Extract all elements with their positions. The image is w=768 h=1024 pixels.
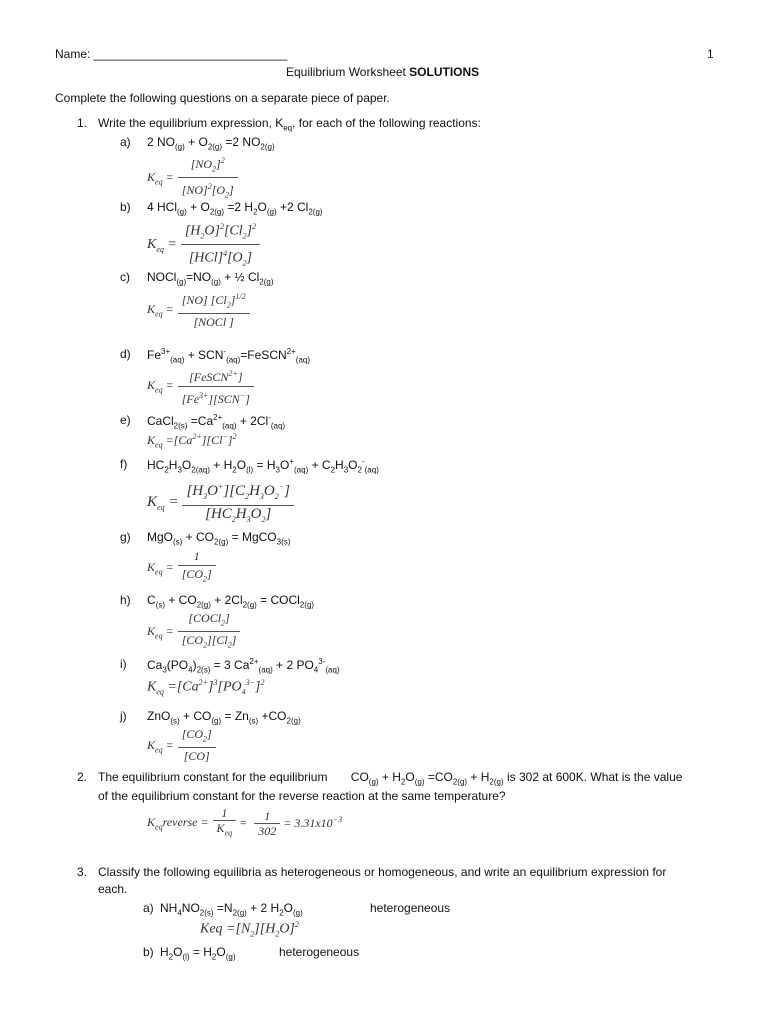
question-2-line-2: of the equilibrium constant for the reverse reaction at the same temperature? <box>98 789 506 803</box>
question-2-line-1: The equilibrium constant for the equilibrium $CO_{(g)} + H_2O_{(g)} =CO_{2(g)} + H_{2(g)}$ is 302 at 600K. What is the value <box>98 770 683 787</box>
page-title: Equilibrium Worksheet SOLUTIONS <box>286 65 480 79</box>
part-label: g) <box>120 530 131 544</box>
reaction-j: $ZnO_{(s)} + CO_{(g)} = Zn_{(s)} +CO_{2(g)}$ <box>147 709 301 726</box>
part-label: e) <box>120 413 131 427</box>
expression-f: $K_{eq}$ = $\frac{[H_3O^+][C_2H_3O_2^-]}{[HC_2H_3O_2]}$ <box>147 478 294 528</box>
expression-h: $K_{eq}$ = $\frac{[COCl_2]}{[CO_2][Cl_2]}$ <box>147 610 240 654</box>
reaction-g: $MgO_{(s)} + CO_{2(g)}$ = MgCO$_{3(s)}$ <box>147 530 291 547</box>
question-2-number: 2. <box>77 770 88 784</box>
expression-b: $K_{eq}$ = $\frac{[H_2O]^2[Cl_2]^2}{[HCl]^4[O_2]}$ <box>147 218 260 272</box>
question-1-prompt: Write the equilibrium expression, $K_{eq}$, for each of the following reactions: <box>98 116 481 133</box>
reaction-e: CaCl$_{2(s)}$ $=Ca^{2+}_{(aq)} + 2Cl^-_{(aq)}$ <box>147 413 286 431</box>
part-label: h) <box>120 593 131 607</box>
expression-d: $K_{eq}$ = $\frac{[FeSCN^{2+}]}{[Fe^{3+}][SCN^-]}$ <box>147 365 254 408</box>
classification-3a: heterogeneous <box>370 901 451 915</box>
part-label: j) <box>120 709 127 723</box>
reaction-b: 4 $HCl_{(g)} + O_{2(g)} =2$ $H_2O_{(g)} +2$ $Cl_{2(g)}$ <box>147 200 323 217</box>
expression-c: $K_{eq}$ = $\frac{[NO] [Cl_2]^{1/2}}{\text{[NOCl ]}}$ <box>147 288 250 331</box>
reaction-3b: $H_2O_{(l)} = H_2O_{(g)}$ <box>160 945 236 962</box>
part-label: b) <box>143 945 154 959</box>
reaction-h: $C_{(s)} + CO_{2(g)} + 2Cl_{2(g)}$ = COCl$_{2(g)}$ <box>147 593 315 610</box>
part-label: a) <box>120 135 131 149</box>
reaction-3a: $NH_4NO_{2(s)} =N_{2(g)} + 2$ $H_2O_{(g)}$ <box>160 901 303 918</box>
reaction-d: $Fe^{3+}_{(aq)}$ + $SCN^-_{(aq)}=FeSCN^{2+}_{(aq)}$ <box>147 347 311 365</box>
reaction-f: $HC_2H_3O_{2(aq)} + H_2O_{(l)} = H_3O^+_{(aq)} + C_2H_3O_2^-_{(aq)}$ <box>147 457 379 475</box>
expression-e: $K_{eq} =[Ca^{2+}][Cl^-]^2$ <box>147 432 237 450</box>
part-label: d) <box>120 347 131 361</box>
instructions: Complete the following questions on a separate piece of paper. <box>55 91 390 105</box>
reaction-c: $NOCl_{(g)}=NO_{(g)}$ + ½ $Cl_{2(g)}$ <box>147 270 274 287</box>
expression-3a: Keq $=[N_2][H_2O]^2$ <box>200 920 299 939</box>
expression-g: $K_{eq}$ = $\frac{1}{[CO_2]}$ <box>147 548 216 587</box>
expression-a: $K_{eq}$ = $\frac{[NO_2]^2}{[NO]^2[O_2]}$ <box>147 152 238 204</box>
classification-3b: heterogeneous <box>279 945 360 959</box>
reaction-a: 2 $NO_{(g)} + O_{2(g)} =2$ $NO_{2(g)}$ <box>147 135 275 152</box>
question-1-number: 1. <box>77 116 88 130</box>
reaction-i: $Ca_3(PO_4)_{2(s)} = 3$ $Ca^{2+}_{(aq)} + 2$ $PO_4^{3-}_{(aq)}$ <box>147 657 340 675</box>
part-label: i) <box>120 657 127 671</box>
page-number: 1 <box>707 47 714 61</box>
question-3-line-1: Classify the following equilibria as heterogeneous or homogeneous, and write an equilibrium expression for <box>98 865 667 879</box>
expression-j: $K_{eq}$ = $\frac{[CO_2]}{[CO]}$ <box>147 726 216 765</box>
part-label: a) <box>143 901 154 915</box>
name-field: Name: _____________________________ <box>55 47 288 61</box>
expression-i: $K_{eq} =[Ca^{2+}]^3[PO_4^{3-}]^2$ <box>147 678 265 697</box>
reverse-k-calculation: $K_{eq}reverse$ = $\frac{1}{K_{eq}}$ = $\frac{1}{302}$ = $3.31x10^{-3}$ <box>147 806 343 838</box>
question-3-number: 3. <box>77 865 88 879</box>
part-label: f) <box>120 457 128 471</box>
part-label: c) <box>120 270 130 284</box>
question-3-line-2: each. <box>98 882 128 896</box>
part-label: b) <box>120 200 131 214</box>
